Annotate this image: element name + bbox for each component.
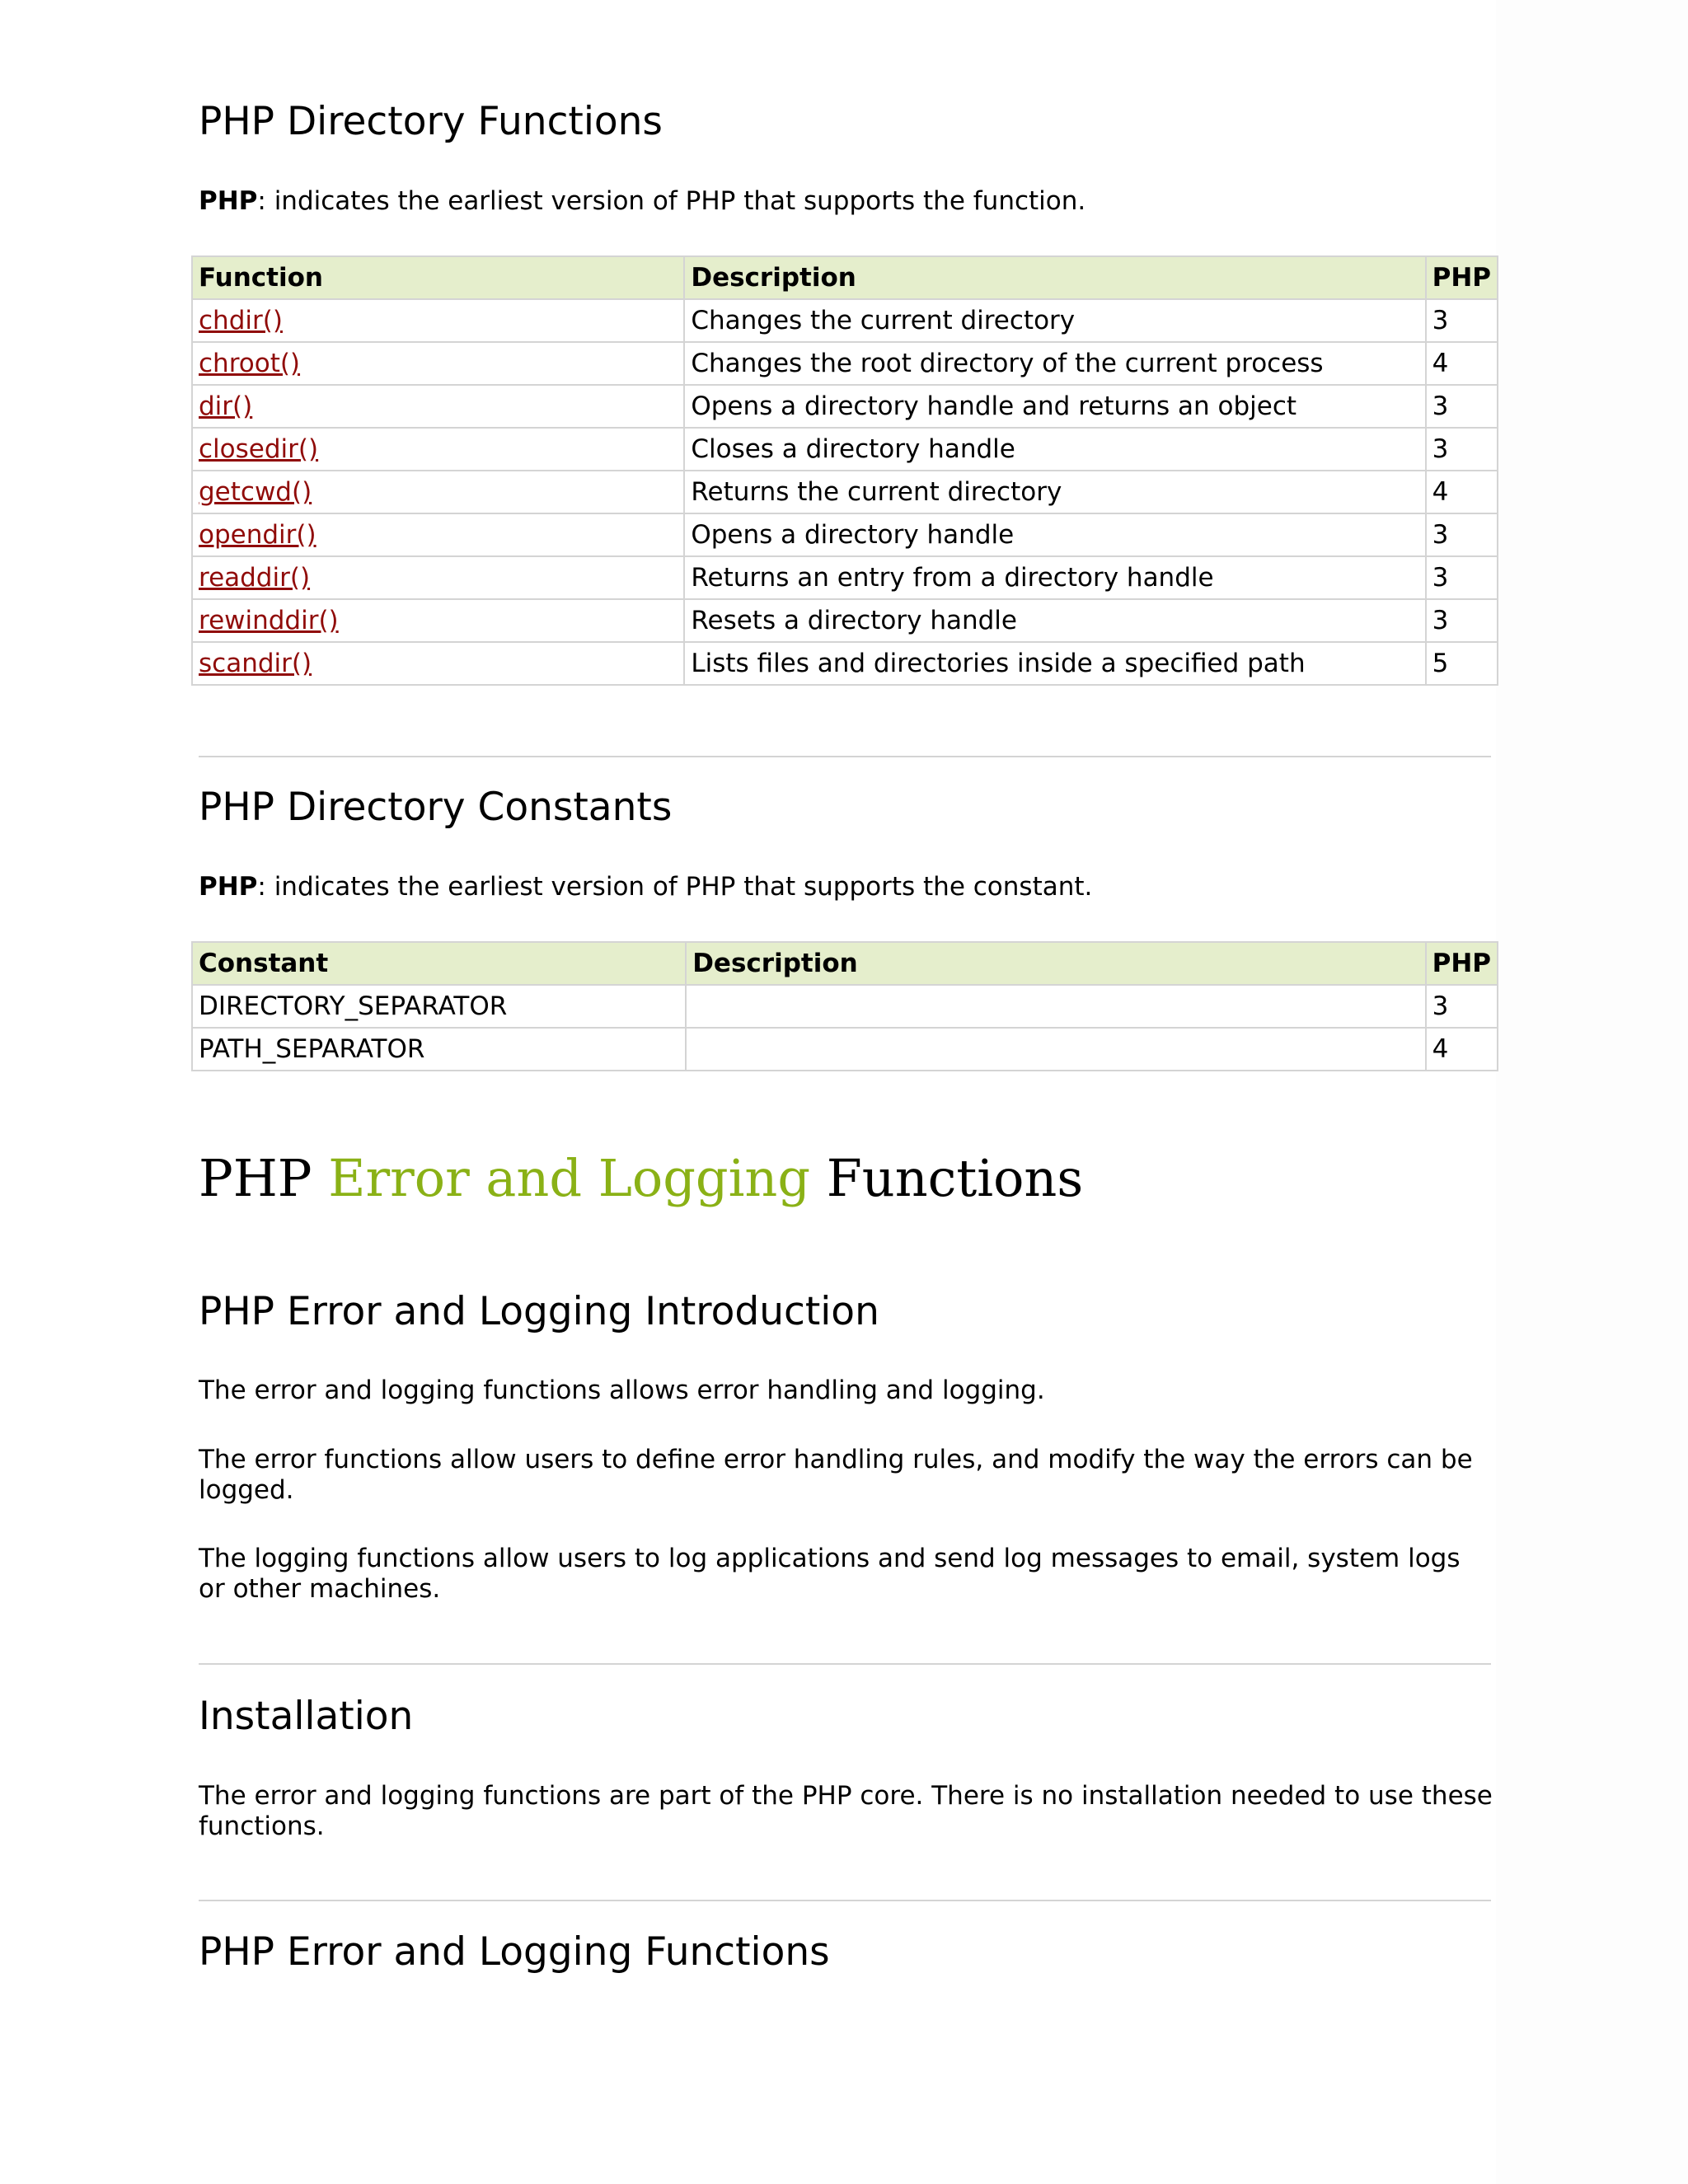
table-row <box>192 642 1498 685</box>
description-cell: Opens a directory handle and returns an object <box>684 385 1425 428</box>
php-version-cell: 3 <box>1426 556 1498 599</box>
php-version-cell: 3 <box>1426 385 1498 428</box>
php-version-cell: 3 <box>1426 599 1498 642</box>
function-link-opendir[interactable]: opendir() <box>199 520 316 550</box>
col-header-php: PHP <box>1426 256 1498 299</box>
function-link-chdir[interactable]: chdir() <box>199 306 283 335</box>
function-cell <box>192 342 684 385</box>
dir-constants-note <box>199 872 1493 902</box>
intro-title: PHP Error and Logging Introduction <box>199 1289 879 1334</box>
function-cell <box>192 642 684 685</box>
intro-paragraph-2: The error functions allow users to define error handling rules, and modify the way the errors can be logged. <box>199 1445 1473 1505</box>
function-link-readdir[interactable]: readdir() <box>199 563 311 593</box>
right-margin <box>1496 0 1688 2184</box>
dir-constants-table <box>191 941 1498 1071</box>
error-logging-functions-title: PHP Error and Logging Functions <box>199 1929 830 1975</box>
note-bold: PHP <box>199 186 258 216</box>
table-row <box>192 599 1498 642</box>
description-cell: Resets a directory handle <box>684 599 1425 642</box>
php-version-cell: 5 <box>1426 642 1498 685</box>
table-row <box>192 513 1498 556</box>
description-cell: Changes the current directory <box>684 299 1425 342</box>
function-link-closedir[interactable]: closedir() <box>199 434 319 464</box>
php-version-cell: 4 <box>1426 471 1498 513</box>
function-cell <box>192 428 684 471</box>
col-header-php: PHP <box>1426 942 1498 985</box>
table-row <box>192 1028 1498 1071</box>
section-divider <box>199 1663 1491 1665</box>
function-cell <box>192 556 684 599</box>
description-cell: Closes a directory handle <box>684 428 1425 471</box>
php-version-cell: 3 <box>1426 513 1498 556</box>
function-cell <box>192 599 684 642</box>
function-cell <box>192 471 684 513</box>
dir-functions-note <box>199 186 1493 217</box>
description-cell: Returns an entry from a directory handle <box>684 556 1425 599</box>
function-cell <box>192 513 684 556</box>
constant-cell: DIRECTORY_SEPARATOR <box>192 985 686 1028</box>
note-text: : indicates the earliest version of PHP that supports the constant. <box>257 872 1093 902</box>
note-bold: PHP <box>199 872 258 902</box>
table-row <box>192 342 1498 385</box>
note-text: : indicates the earliest version of PHP that supports the function. <box>257 186 1086 216</box>
function-link-getcwd[interactable]: getcwd() <box>199 477 312 507</box>
intro-paragraph-1: The error and logging functions allows error handling and logging. <box>199 1376 1045 1405</box>
table-row <box>192 428 1498 471</box>
description-cell: Opens a directory handle <box>684 513 1425 556</box>
function-cell <box>192 299 684 342</box>
table-row <box>192 985 1498 1028</box>
description-cell: Changes the root directory of the current process <box>684 342 1425 385</box>
dir-functions-table <box>191 255 1498 686</box>
description-cell <box>686 985 1425 1028</box>
table-row <box>192 471 1498 513</box>
title-part-php: PHP <box>199 1148 329 1208</box>
description-cell <box>686 1028 1425 1071</box>
section-divider <box>199 756 1491 757</box>
title-part-functions: Functions <box>810 1148 1084 1208</box>
table-header-row <box>192 256 1498 299</box>
description-cell: Returns the current directory <box>684 471 1425 513</box>
function-link-rewinddir[interactable]: rewinddir() <box>199 606 339 635</box>
dir-functions-title: PHP Directory Functions <box>199 99 663 144</box>
title-part-accent: Error and Logging <box>328 1148 811 1208</box>
intro-paragraph-3: The logging functions allow users to log applications and send log messages to email, system logs or other machines. <box>199 1544 1461 1604</box>
description-cell: Lists files and directories inside a specified path <box>684 642 1425 685</box>
table-header-row <box>192 942 1498 985</box>
error-logging-page-title <box>199 1148 1083 1208</box>
php-version-cell: 3 <box>1426 985 1498 1028</box>
php-version-cell: 3 <box>1426 299 1498 342</box>
function-link-chroot[interactable]: chroot() <box>199 349 301 378</box>
php-version-cell: 3 <box>1426 428 1498 471</box>
col-header-description: Description <box>684 256 1425 299</box>
function-cell <box>192 385 684 428</box>
installation-paragraph: The error and logging functions are part of the PHP core. There is no installation needed to use these functions. <box>199 1781 1493 1841</box>
col-header-function: Function <box>192 256 684 299</box>
table-row <box>192 385 1498 428</box>
col-header-description: Description <box>686 942 1425 985</box>
dir-constants-title: PHP Directory Constants <box>199 785 673 830</box>
table-row <box>192 556 1498 599</box>
php-version-cell: 4 <box>1426 342 1498 385</box>
function-link-dir[interactable]: dir() <box>199 391 253 421</box>
php-version-cell: 4 <box>1426 1028 1498 1071</box>
table-row <box>192 299 1498 342</box>
col-header-constant: Constant <box>192 942 686 985</box>
section-divider <box>199 1900 1491 1901</box>
function-link-scandir[interactable]: scandir() <box>199 649 312 678</box>
installation-title: Installation <box>199 1694 414 1739</box>
constant-cell: PATH_SEPARATOR <box>192 1028 686 1071</box>
